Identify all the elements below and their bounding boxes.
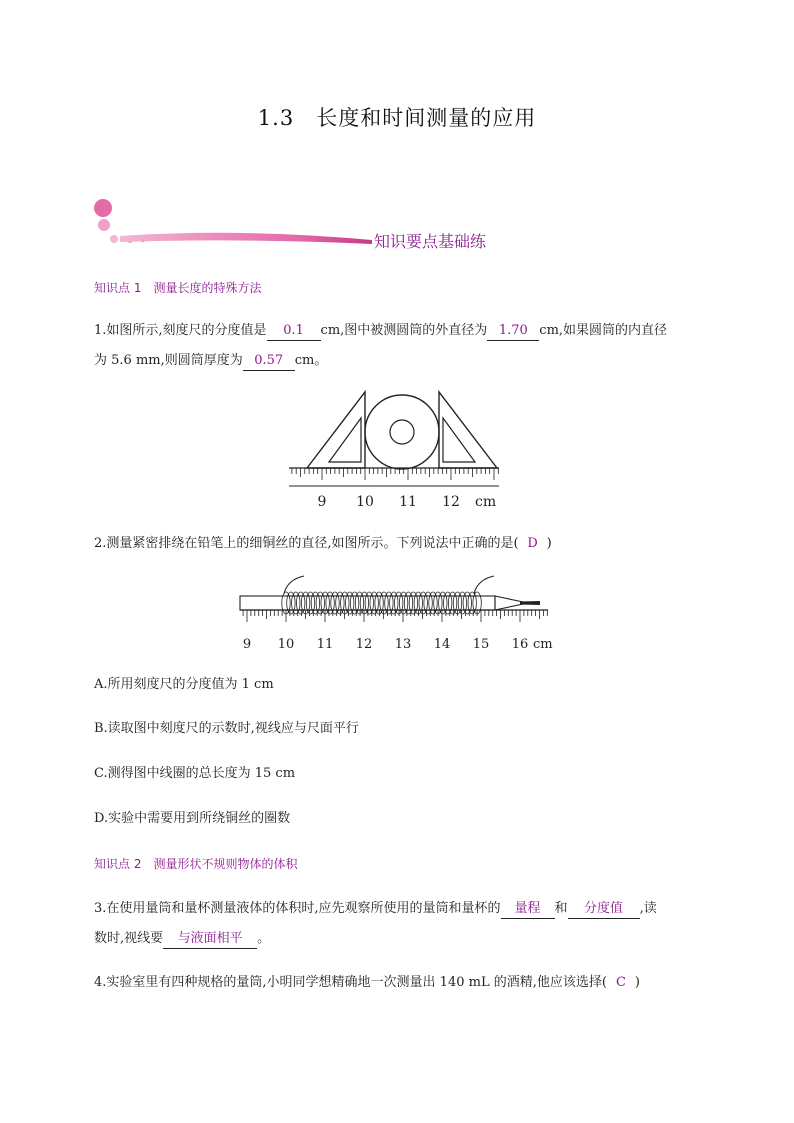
coil-loop [350,592,358,614]
coil-loop [326,592,334,614]
ruler-label: 14 [433,637,451,652]
ruler-label: 10 [356,494,374,510]
coil-loop [370,592,378,614]
banner-swoosh [120,233,372,244]
coil-loop [399,592,407,614]
coil-loop [424,592,432,614]
ruler-label: 9 [242,637,252,652]
coil-loop [355,592,363,614]
coil-loop [346,592,354,614]
banner-dot-medium [98,219,110,231]
coil-loop [419,592,427,614]
section-title: 知识要点基础练 [374,232,487,251]
knowledge-point-1: 知识点 1 测量长度的特殊方法 [94,281,262,295]
right-triangle-inner [443,418,475,462]
coil-loop [311,592,319,614]
coil-loop [375,592,383,614]
answer-blank-2: 1.70 [487,322,539,341]
copper-coil [282,592,482,614]
ruler-unit: cm [533,637,553,652]
question-3: 3.在使用量筒和量杯测量液体的体积时,应先观察所使用的量筒和量杯的 量程 和 分度值 ,读 数时,视线要 与液面相平 。 [94,894,714,954]
knowledge-point-2: 知识点 2 测量形状不规则物体的体积 [94,857,298,871]
coil-loop [409,592,417,614]
page-title: 1.3 长度和时间测量的应用 [257,106,537,130]
wire-end-left [284,576,304,594]
ruler-label: 9 [317,494,327,510]
question-2: 2.测量紧密排绕在铅笔上的细铜丝的直径,如图所示。下列说法中正确的是( D ) [94,529,552,559]
coil-loop [292,592,300,614]
left-triangle-square [307,392,365,468]
coil-loop [365,592,373,614]
coil-loop [463,592,471,614]
question-2-answer: D [527,536,538,551]
ruler-unit: cm [475,494,497,510]
coil-loop [360,592,368,614]
answer-blank-range: 量程 [501,900,555,919]
left-triangle-inner [329,418,361,462]
option-a: A.所用刻度尺的分度值为 1 cm [94,677,274,692]
coil-loop [404,592,412,614]
coil-loop [306,592,314,614]
right-triangle-square [439,392,497,468]
coil-loop [468,592,476,614]
ruler-label: 10 [277,637,295,652]
coil-loop [336,592,344,614]
coil-loop [444,592,452,614]
coil-loop [429,592,437,614]
coil-loop [380,592,388,614]
banner-dot-small-1 [110,235,118,243]
ruler-label: 11 [316,637,334,652]
coil-loop [297,592,305,614]
ruler-label: 11 [399,494,417,510]
ruler-2 [240,610,553,652]
option-d: D.实验中需要用到所绕铜丝的圈数 [94,811,291,826]
option-c: C.测得图中线圈的总长度为 15 cm [94,766,296,781]
answer-blank-3: 0.57 [243,352,295,371]
coil-loop [331,592,339,614]
option-b: B.读取图中刻度尺的示数时,视线应与尺面平行 [94,721,359,736]
ruler-label: 12 [355,637,373,652]
coil-loop [390,592,398,614]
answer-blank-sightline: 与液面相平 [163,930,257,949]
ruler-label: 13 [394,637,412,652]
coil-loop [316,592,324,614]
coil-loop [448,592,456,614]
ruler-1 [289,468,499,510]
coil-loop [385,592,393,614]
cylinder-inner [390,420,414,444]
figure-1-cylinder-ruler [285,388,505,513]
ruler-label: 12 [442,494,460,510]
wire-end-right [474,576,494,594]
question-4: 4.实验室里有四种规格的量筒,小明同学想精确地一次测量出 140 mL 的酒精,他应该选择( C ) [94,968,640,998]
question-4-answer: C [615,975,626,990]
cylinder-outer [365,395,439,469]
pencil-lead [520,601,540,605]
answer-blank-division: 分度值 [568,900,640,919]
coil-loop [458,592,466,614]
coil-loop [287,592,295,614]
figure-2-pencil-coil [238,572,558,654]
answer-blank-1: 0.1 [267,322,321,341]
banner-dot-large [94,199,112,217]
ruler-label: 16 [511,637,529,652]
coil-loop [439,592,447,614]
ruler-label: 15 [472,637,490,652]
question-1: 1.如图所示,刻度尺的分度值是 0.1 cm,图中被测圆筒的外直径为 1.70 cm,如果圆筒的内直径 为 5.6 mm,则圆筒厚度为 0.57 cm。 [94,316,714,376]
